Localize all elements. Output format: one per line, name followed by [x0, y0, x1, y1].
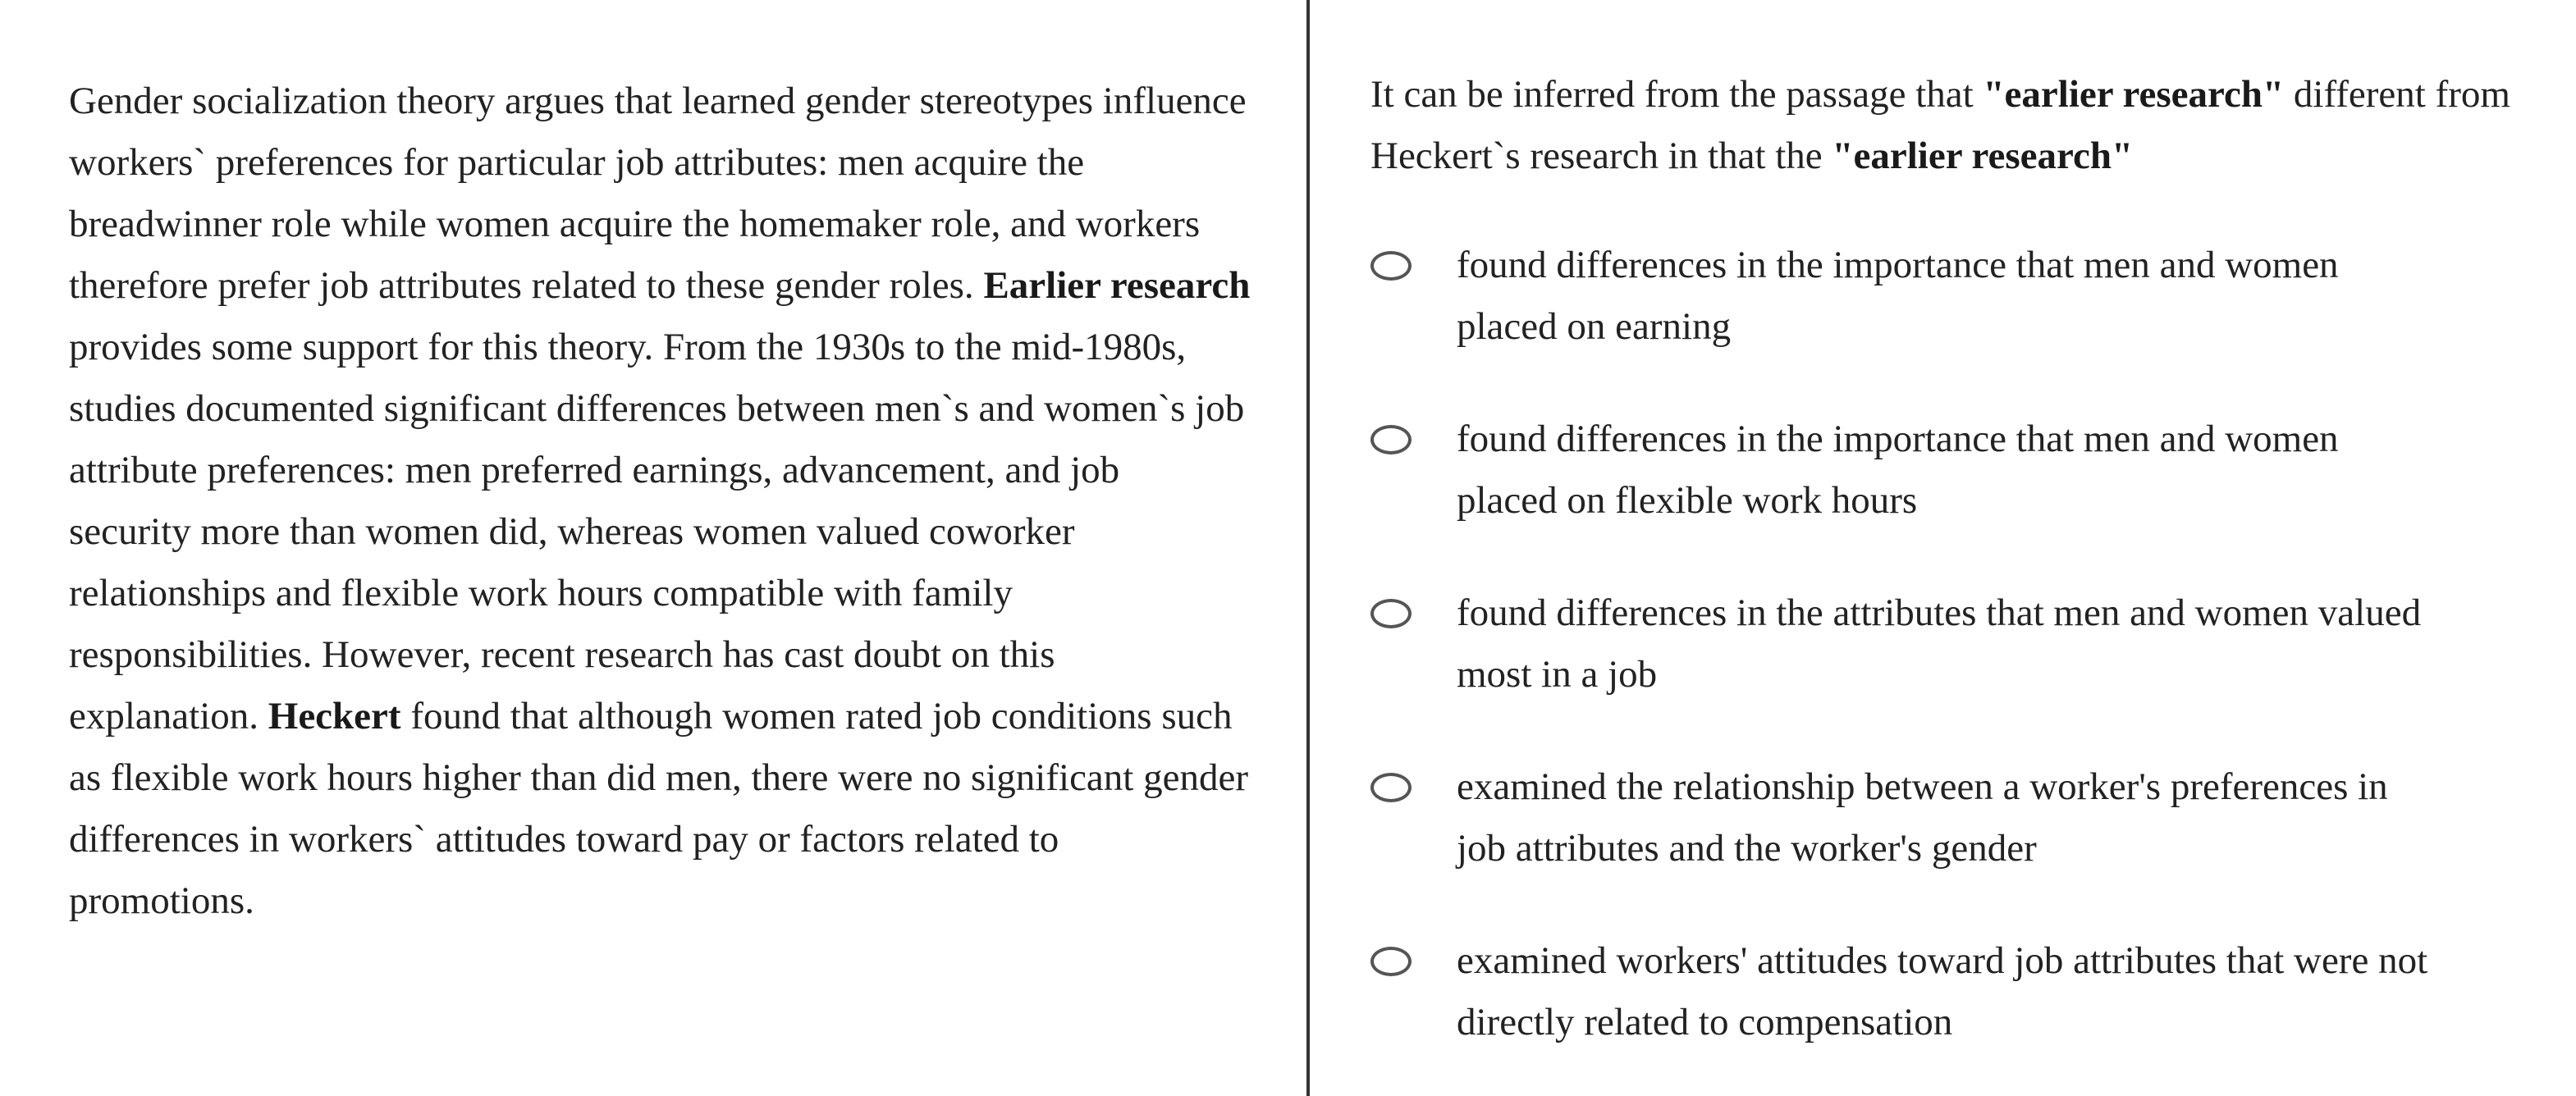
answer-choice-label[interactable]: found differences in the importance that men and women placed on earning: [1457, 244, 2339, 348]
answer-choice-d[interactable]: [1370, 756, 2560, 879]
question-bold-term: "earlier research": [1832, 135, 2134, 177]
passage-bold-earlier-research: Earlier research: [983, 264, 1251, 307]
answer-choice-a[interactable]: [1370, 235, 2560, 358]
question-bold-term: "earlier research": [1983, 73, 2285, 116]
answer-choice-c[interactable]: [1370, 582, 2560, 706]
question-stem: [1370, 64, 2552, 187]
answer-choice-b[interactable]: [1370, 409, 2560, 532]
answer-choice-label[interactable]: examined workers' attitudes toward job attributes that were not directly related to compensation: [1457, 939, 2428, 1043]
radio-button-c[interactable]: [1370, 599, 1412, 628]
radio-button-b[interactable]: [1370, 425, 1412, 454]
answer-choice-label[interactable]: found differences in the attributes that men and women valued most in a job: [1457, 591, 2422, 696]
passage-segment: provides some support for this theory. From the 1930s to the mid-1980s, studies documented significant differences between men`s and women`s job attribute preferences: men preferred earnings, advancement, and job security more than women did, whereas women valued coworker relationships and flexible work hours compatible with family responsibilities. However, recent research has cast doubt on this explanation.: [69, 326, 1245, 738]
passage-bold-heckert: Heckert: [268, 695, 401, 738]
question-segment: It can be inferred from the passage that: [1370, 73, 1983, 116]
question-pane: [1310, 0, 2576, 1096]
answer-choice-label[interactable]: examined the relationship between a worker's preferences in job attributes and the worker's gender: [1457, 765, 2388, 870]
radio-button-e[interactable]: [1370, 947, 1412, 976]
passage-segment: found that although women rated job conditions such as flexible work hours higher than did men, there were no significant gender differences in workers` attitudes toward pay or factors related to promotions.: [69, 695, 1248, 922]
answer-choices: [1370, 235, 2560, 1053]
passage-segment: Gender socialization theory argues that learned gender stereotypes influence workers` preferences for particular job attributes: men acquire the breadwinner role while women acquire the homemaker role, and workers therefore prefer job attributes related to these gender roles.: [69, 80, 1247, 307]
question-segment: different from Heckert`s research in that the: [1370, 73, 2510, 177]
answer-choice-label[interactable]: found differences in the importance that men and women placed on flexible work hours: [1457, 418, 2339, 522]
answer-choice-e[interactable]: [1370, 930, 2560, 1053]
radio-button-d[interactable]: [1370, 773, 1412, 802]
radio-button-a[interactable]: [1370, 251, 1412, 281]
passage-text: [69, 71, 1251, 932]
